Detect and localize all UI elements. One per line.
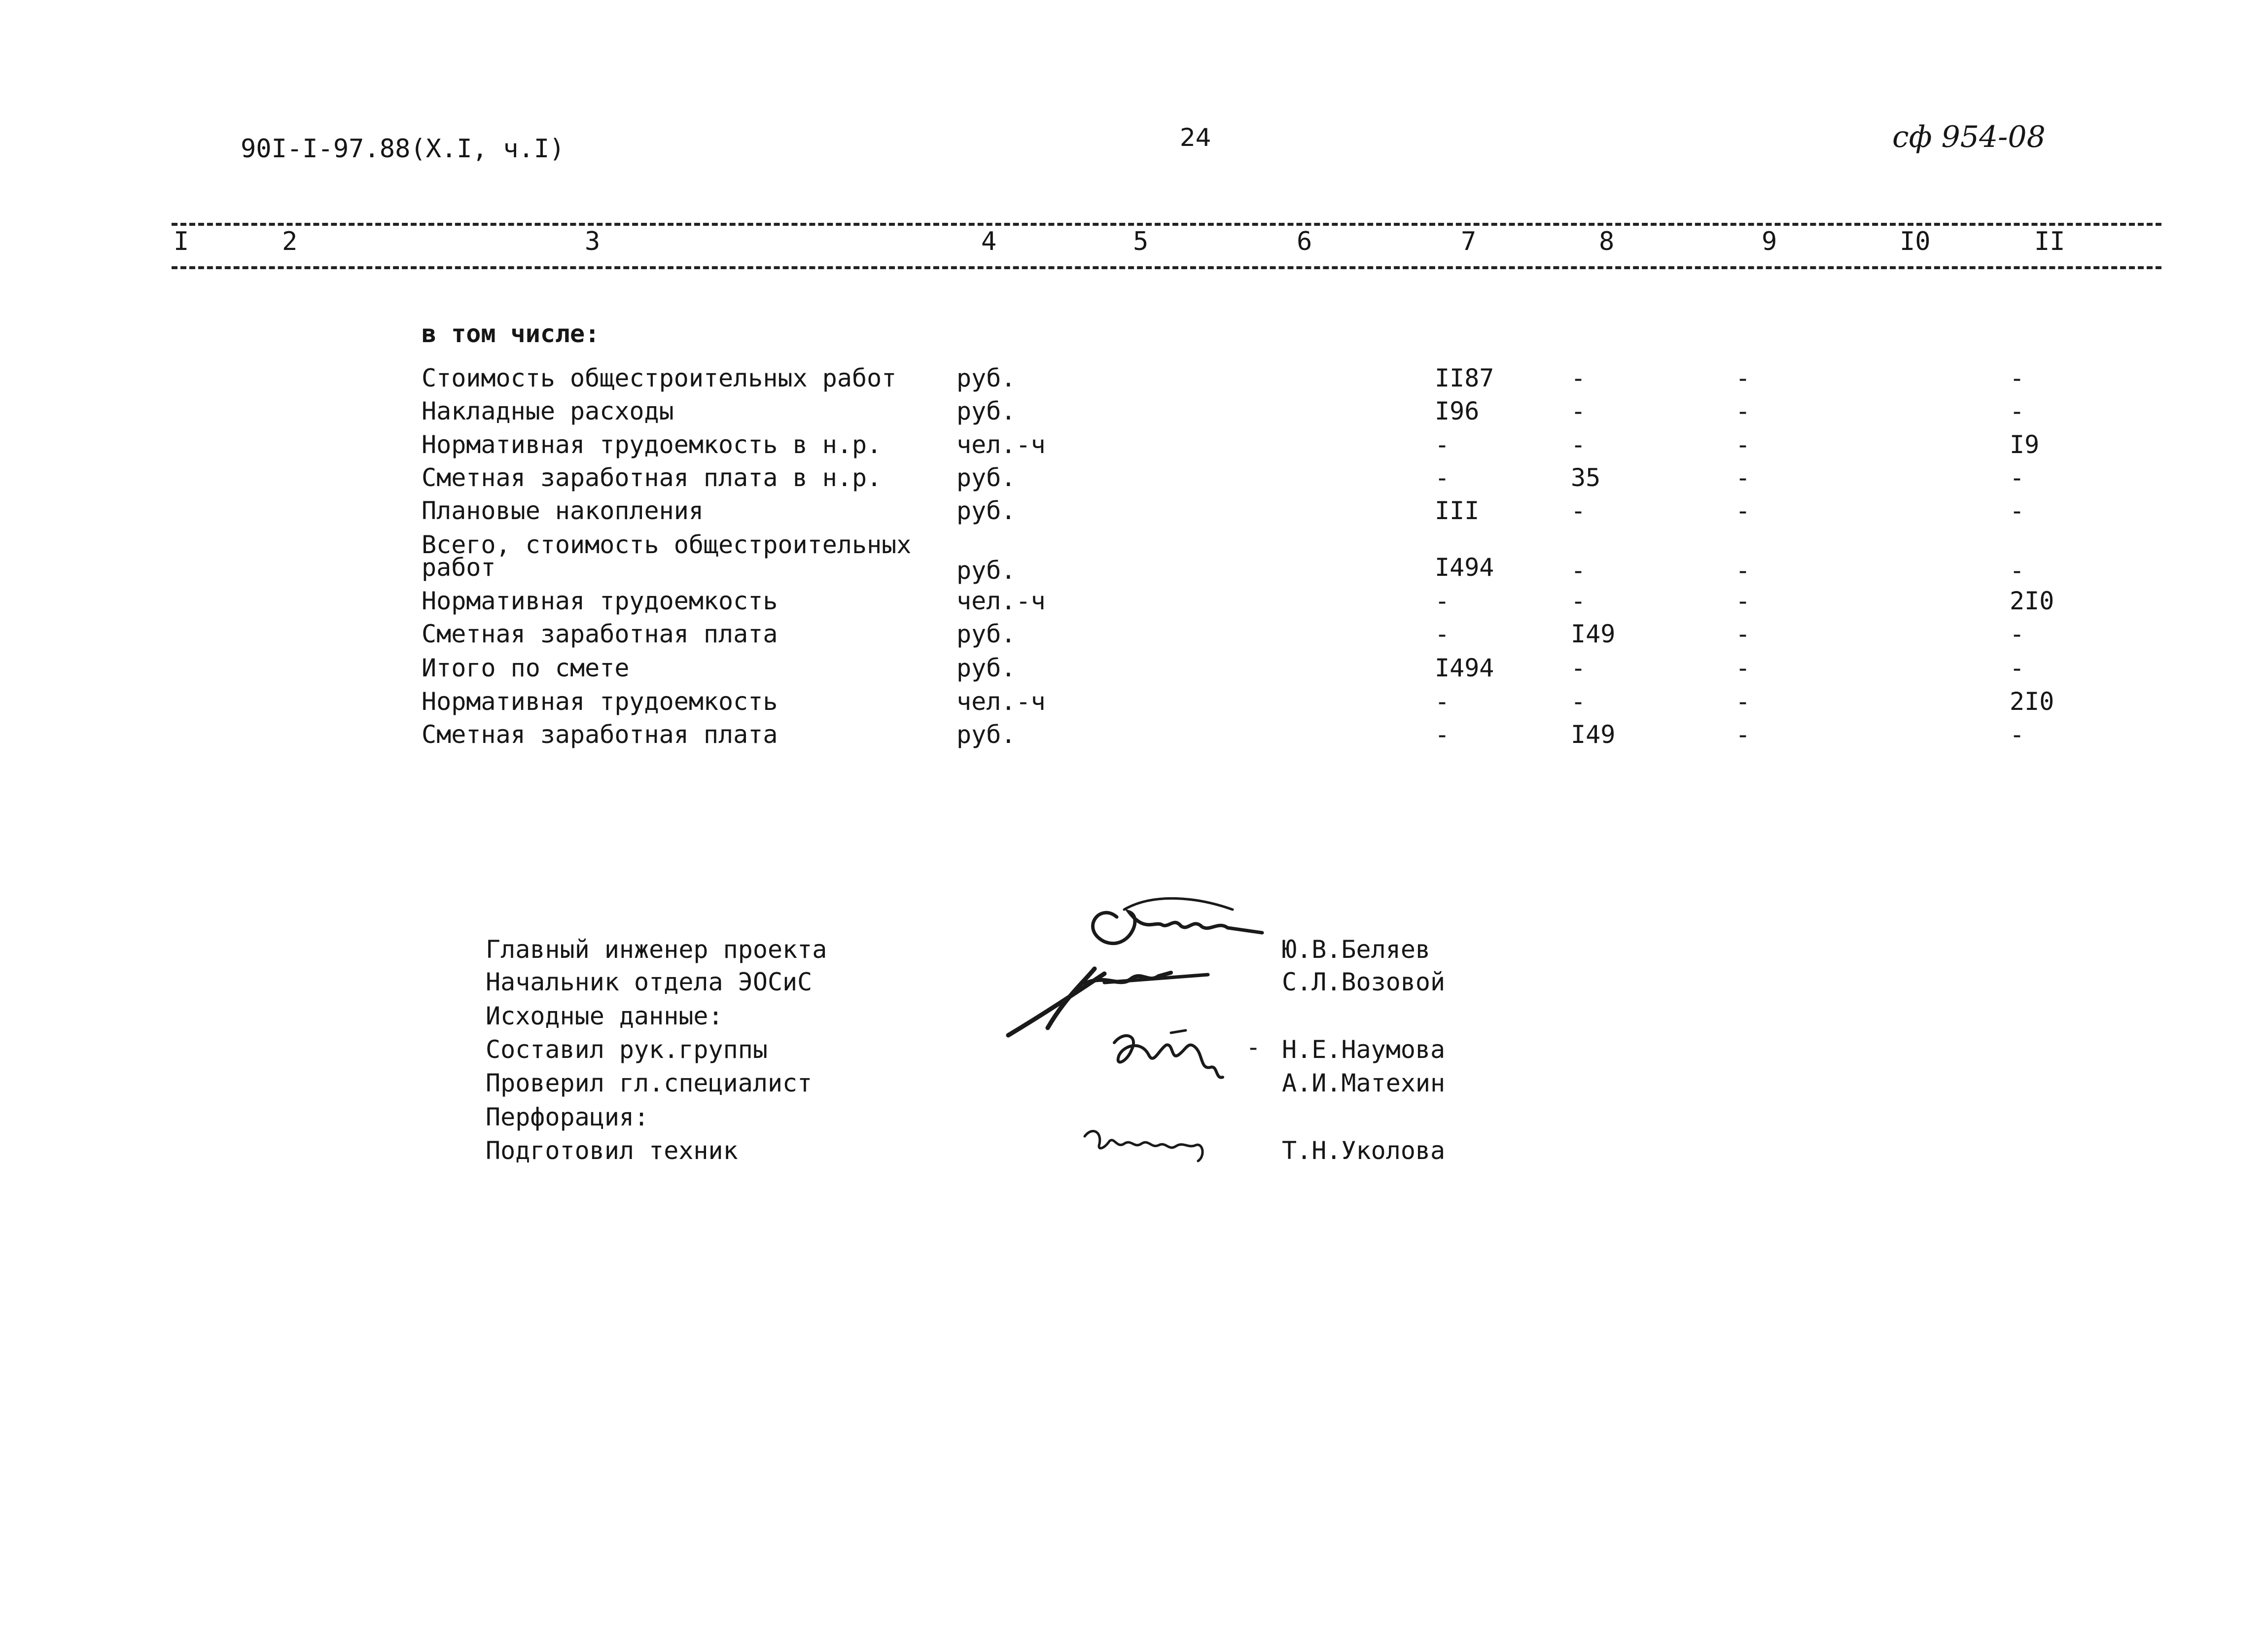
row-unit: руб. [956, 496, 1016, 525]
row-unit: руб. [956, 397, 1016, 425]
row-value-col8: - [1571, 687, 1586, 716]
signature-role: Перфорация: [486, 1103, 649, 1131]
row-name-line-1: Всего, стоимость общестроительных [422, 530, 912, 559]
signature-role: Составил рук.группы [486, 1035, 768, 1064]
row-value-col11: - [2010, 496, 2025, 525]
row-name-line-2: работ [422, 553, 496, 582]
signature-role: Главный инженер проекта [486, 935, 827, 964]
signatory-checked-by: А.И.Матехин [1282, 1069, 1446, 1097]
row-value-col8: I49 [1571, 620, 1616, 648]
column-number-10: I0 [1900, 227, 1931, 256]
column-number-3: 3 [585, 227, 601, 256]
row-name: Плановые накопления [422, 496, 704, 525]
row-value-col7: - [1435, 463, 1450, 492]
row-value-col7: III [1435, 496, 1480, 525]
row-value-col11: - [2010, 620, 2025, 648]
row-name: Сметная заработная плата [422, 620, 778, 648]
row-name: Нормативная трудоемкость в н.р. [422, 430, 882, 459]
page-number: 24 [1180, 123, 1211, 152]
row-value-col9: - [1735, 397, 1751, 425]
signatory-compiled-by: Н.Е.Наумова [1282, 1035, 1446, 1064]
row-value-col7: II87 [1435, 364, 1494, 392]
row-name: Накладные расходы [422, 397, 674, 425]
signature-role: Проверил гл.специалист [486, 1069, 813, 1097]
row-value-col8: - [1571, 587, 1586, 615]
row-value-col9: - [1735, 720, 1751, 749]
column-number-4: 4 [981, 227, 997, 256]
row-value-col8: - [1571, 397, 1586, 425]
signatory-chief-engineer: Ю.В.Беляев [1282, 935, 1431, 964]
row-value-col11: 2I0 [2010, 687, 2054, 716]
signature-dash: - [1246, 1033, 1261, 1061]
column-number-8: 8 [1599, 227, 1615, 256]
row-value-col11: - [2010, 397, 2025, 425]
handwritten-signature-chief-engineer [1070, 882, 1277, 961]
row-unit: чел.-ч [956, 430, 1046, 459]
row-unit: руб. [956, 720, 1016, 749]
row-value-col9: - [1735, 463, 1751, 492]
row-value-col8: - [1571, 556, 1586, 585]
handwritten-signature-prepared-by [1080, 1122, 1228, 1166]
signatory-dept-head: С.Л.Возовой [1282, 968, 1446, 996]
row-name: Нормативная трудоемкость [422, 687, 778, 716]
row-value-col9: - [1735, 654, 1751, 682]
handwritten-signature-compiled-by [1104, 1020, 1242, 1085]
row-value-col9: - [1735, 430, 1751, 459]
row-name: Сметная заработная плата в н.р. [422, 463, 882, 492]
signature-role: Начальник отдела ЭОСиС [486, 968, 813, 996]
row-unit: руб. [956, 654, 1016, 682]
row-value-col11: - [2010, 364, 2025, 392]
row-value-col9: - [1735, 364, 1751, 392]
dashed-rule-bottom [172, 266, 2161, 269]
sheet-code: сф 954-08 [1892, 120, 2046, 154]
row-value-col8: - [1571, 496, 1586, 525]
row-value-col11: - [2010, 463, 2025, 492]
row-name [422, 530, 912, 582]
row-value-col7: I96 [1435, 397, 1480, 425]
row-value-col11: 2I0 [2010, 587, 2054, 615]
row-value-col8: - [1571, 430, 1586, 459]
column-number-9: 9 [1762, 227, 1777, 256]
column-number-11: II [2034, 227, 2065, 256]
column-number-6: 6 [1297, 227, 1312, 256]
row-value-col7: - [1435, 720, 1450, 749]
column-number-7: 7 [1461, 227, 1477, 256]
document-code: 90I-I-97.88(X.I, ч.I) [241, 134, 565, 164]
row-value-col9: - [1735, 496, 1751, 525]
signature-role: Подготовил техник [486, 1136, 738, 1165]
column-number-1: I [174, 227, 189, 256]
row-unit: руб. [956, 620, 1016, 648]
row-value-col11: I9 [2010, 430, 2040, 459]
table-subheading: в том числе: [422, 319, 600, 348]
column-number-2: 2 [282, 227, 298, 256]
row-unit: чел.-ч [956, 687, 1046, 716]
row-value-col8: I49 [1571, 720, 1616, 749]
row-name: Сметная заработная плата [422, 720, 778, 749]
row-value-col7: - [1435, 587, 1450, 615]
row-value-col11: - [2010, 720, 2025, 749]
row-value-col7: - [1435, 687, 1450, 716]
row-value-col8: - [1571, 654, 1586, 682]
row-unit: руб. [956, 364, 1016, 392]
row-value-col8: 35 [1571, 463, 1601, 492]
row-value-col7: - [1435, 430, 1450, 459]
row-value-col7: I494 [1435, 654, 1494, 682]
row-unit: чел.-ч [956, 587, 1046, 615]
row-value-col9: - [1735, 556, 1751, 585]
row-value-col9: - [1735, 620, 1751, 648]
signatory-prepared-by: Т.Н.Уколова [1282, 1136, 1446, 1165]
row-value-col7: - [1435, 620, 1450, 648]
row-value-col9: - [1735, 587, 1751, 615]
column-number-5: 5 [1133, 227, 1149, 256]
row-value-col9: - [1735, 687, 1751, 716]
row-name: Итого по смете [422, 654, 630, 682]
row-value-col8: - [1571, 364, 1586, 392]
row-name: Стоимость общестроительных работ [422, 364, 897, 392]
dashed-rule-top [172, 223, 2161, 226]
row-unit: руб. [956, 463, 1016, 492]
row-value-col7: I494 [1435, 553, 1494, 582]
signature-role: Исходные данные: [486, 1002, 723, 1030]
row-name: Нормативная трудоемкость [422, 587, 778, 615]
row-unit: руб. [956, 556, 1016, 585]
row-value-col11: - [2010, 654, 2025, 682]
row-value-col11: - [2010, 556, 2025, 585]
